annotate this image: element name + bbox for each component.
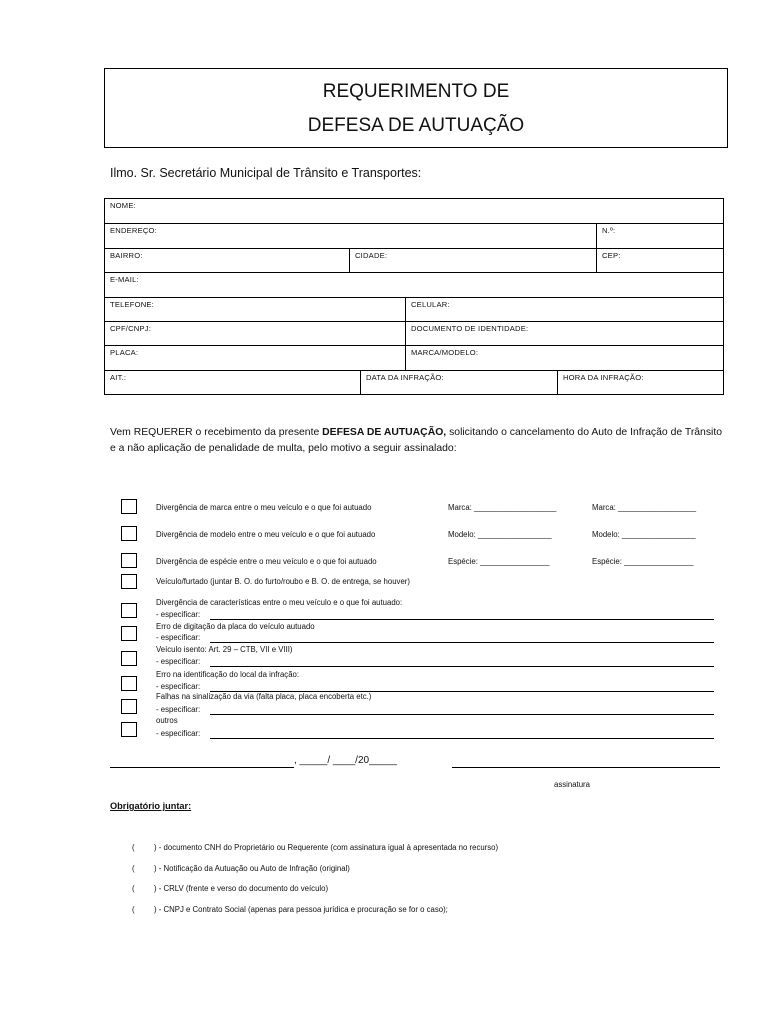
checkbox-digitacao[interactable] bbox=[121, 626, 137, 641]
option-especie-field-1[interactable]: Espécie: ________________ bbox=[448, 557, 550, 566]
option-especie-label: Divergência de espécie entre o meu veículo e o que foi autuado bbox=[156, 557, 377, 566]
option-caracteristicas-label: Divergência de características entre o meu veículo e o que foi autuado: bbox=[156, 598, 403, 607]
row-telefone bbox=[105, 297, 723, 321]
field-placa[interactable]: PLACA: bbox=[110, 348, 139, 358]
checkbox-outros[interactable] bbox=[121, 722, 137, 737]
option-local-spec: - especificar: bbox=[156, 682, 201, 691]
field-telefone[interactable]: TELEFONE: bbox=[110, 299, 154, 309]
option-local-label: Erro na identificação do local da infração: bbox=[156, 670, 300, 679]
row-endereco bbox=[105, 223, 723, 247]
para-part-1: Vem bbox=[110, 427, 134, 438]
option-modelo-field-2[interactable]: Modelo: _________________ bbox=[592, 530, 696, 539]
required-item-crlv bbox=[132, 884, 328, 893]
field-endereco[interactable]: ENDEREÇO: bbox=[110, 226, 157, 236]
required-item-text: ) - documento CNH do Proprietário ou Requerente (com assinatura igual à apresentada no recurso) bbox=[154, 843, 499, 852]
option-caracteristicas-spec: - especificar: bbox=[156, 610, 201, 619]
required-item-paren[interactable]: ( bbox=[132, 905, 135, 914]
option-marca-field-2[interactable]: Marca: __________________ bbox=[592, 503, 697, 512]
title-box bbox=[104, 68, 728, 148]
caracteristicas-spec-line[interactable] bbox=[210, 619, 714, 620]
option-modelo-field-1[interactable]: Modelo: _________________ bbox=[448, 530, 552, 539]
field-ait[interactable]: AIT.: bbox=[110, 372, 127, 382]
required-item-paren[interactable]: ( bbox=[132, 864, 135, 873]
field-celular[interactable]: CELULAR: bbox=[405, 298, 723, 321]
field-cpf[interactable]: CPF/CNPJ: bbox=[110, 323, 152, 333]
field-cidade[interactable]: CIDADE: bbox=[349, 249, 596, 272]
title-line-2: DEFESA DE AUTUAÇÃO bbox=[307, 115, 525, 136]
option-marca-field-1[interactable]: Marca: ___________________ bbox=[448, 503, 557, 512]
signature-line[interactable] bbox=[452, 767, 720, 768]
date-line[interactable]: , _____/ ____/20_____ bbox=[294, 755, 397, 766]
option-modelo-label: Divergência de modelo entre o meu veículo e o que foi autuado bbox=[156, 530, 376, 539]
required-item-text: ) - CNPJ e Contrato Social (apenas para pessoa jurídica e procuração se for o caso); bbox=[154, 905, 448, 914]
option-furtado-label: Veículo/furtado (juntar B. O. do furto/roubo e B. O. de entrega, se houver) bbox=[156, 577, 410, 586]
required-item-cnpj bbox=[132, 905, 448, 914]
row-nome bbox=[105, 199, 723, 223]
field-bairro[interactable]: BAIRRO: bbox=[110, 250, 143, 260]
option-sinalizacao-spec: - especificar: bbox=[156, 705, 201, 714]
field-numero[interactable]: N.º: bbox=[596, 224, 723, 247]
greeting: Ilmo. Sr. Secretário Municipal de Trânsito e Transportes: bbox=[110, 166, 422, 180]
row-placa bbox=[105, 345, 723, 369]
field-hora-infracao[interactable]: HORA DA INFRAÇÃO: bbox=[557, 371, 723, 394]
row-bairro bbox=[105, 248, 723, 272]
option-marca-label: Divergência de marca entre o meu veículo e o que foi autuado bbox=[156, 503, 372, 512]
field-nome[interactable]: NOME: bbox=[110, 201, 136, 210]
option-outros-spec: - especificar: bbox=[156, 729, 201, 738]
para-part-2: o recebimento da presente bbox=[192, 427, 323, 438]
signature-label: assinatura bbox=[554, 780, 590, 789]
para-part-3: solicitando o cancelamento do Auto de Infração de Trânsito e a não aplicação de penalidade de multa, pelo motivo a seguir assinalado: bbox=[110, 427, 723, 454]
checkbox-local[interactable] bbox=[121, 676, 137, 691]
sinalizacao-spec-line[interactable] bbox=[210, 714, 714, 715]
para-requerer: REQUERER bbox=[133, 427, 193, 438]
option-sinalizacao-label: Falhas na sinalização da via (falta placa, placa encoberta etc.) bbox=[156, 692, 372, 701]
field-marca-modelo[interactable]: MARCA/MODELO: bbox=[405, 346, 723, 369]
row-ait bbox=[105, 370, 723, 394]
checkbox-modelo[interactable] bbox=[121, 526, 137, 541]
outros-spec-line[interactable] bbox=[210, 738, 714, 739]
required-item-text: ) - CRLV (frente e verso do documento do veículo) bbox=[154, 884, 329, 893]
checkbox-marca[interactable] bbox=[121, 499, 137, 514]
required-item-notificacao bbox=[132, 864, 350, 873]
row-email bbox=[105, 272, 723, 296]
option-isento-label: Veículo isento: Art. 29 – CTB, VII e VIII) bbox=[156, 645, 293, 654]
required-item-cnh bbox=[132, 843, 498, 852]
option-outros-label: outros bbox=[156, 716, 178, 725]
checkbox-caracteristicas[interactable] bbox=[121, 603, 137, 618]
checkbox-furtado[interactable] bbox=[121, 574, 137, 589]
identification-form bbox=[104, 198, 724, 395]
location-line[interactable] bbox=[110, 767, 294, 768]
para-defesa: DEFESA DE AUTUAÇÃO, bbox=[322, 427, 447, 438]
checkbox-especie[interactable] bbox=[121, 553, 137, 568]
checkbox-sinalizacao[interactable] bbox=[121, 699, 137, 714]
required-item-paren[interactable]: ( bbox=[132, 843, 135, 852]
option-digitacao-spec: - especificar: bbox=[156, 633, 201, 642]
field-documento[interactable]: DOCUMENTO DE IDENTIDADE: bbox=[405, 322, 723, 345]
field-cep[interactable]: CEP: bbox=[596, 249, 723, 272]
option-isento-spec: - especificar: bbox=[156, 657, 201, 666]
row-cpf bbox=[105, 321, 723, 345]
title-line-1: REQUERIMENTO DE bbox=[322, 81, 510, 102]
option-especie-field-2[interactable]: Espécie: ________________ bbox=[592, 557, 694, 566]
checkbox-isento[interactable] bbox=[121, 651, 137, 666]
isento-spec-line[interactable] bbox=[210, 666, 714, 667]
field-email[interactable]: E-MAIL: bbox=[110, 275, 139, 285]
option-digitacao-label: Erro de digitação da placa do veículo autuado bbox=[156, 622, 315, 631]
required-item-paren[interactable]: ( bbox=[132, 884, 135, 893]
field-data-infracao[interactable]: DATA DA INFRAÇÃO: bbox=[360, 371, 557, 394]
request-paragraph bbox=[110, 425, 722, 457]
digitacao-spec-line[interactable] bbox=[210, 642, 714, 643]
required-item-text: ) - Notificação da Autuação ou Auto de Infração (original) bbox=[154, 864, 350, 873]
required-heading: Obrigatório juntar: bbox=[110, 801, 192, 811]
